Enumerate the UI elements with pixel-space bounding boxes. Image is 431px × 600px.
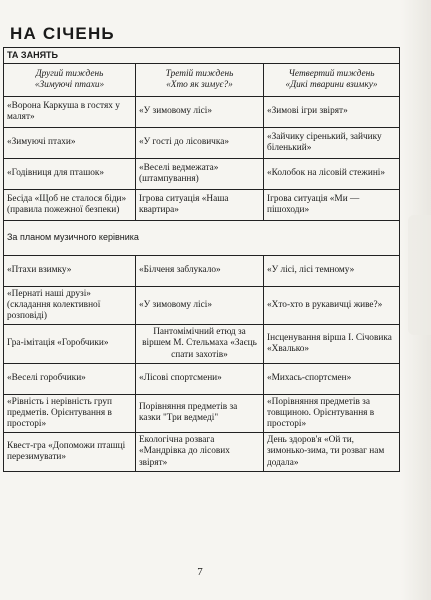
table-cell: «Ворона Каркуша в гостях у малят» <box>4 96 136 127</box>
table-row <box>4 189 400 220</box>
table-cell: Ігрова ситуація «Ми — пішоходи» <box>264 189 400 220</box>
table-row <box>4 394 400 432</box>
table-cell: «Білченя заблукало» <box>136 255 264 286</box>
column-header-week-4 <box>264 63 400 96</box>
week-2-topic: «Зимуючі птахи» <box>34 79 105 90</box>
table-row <box>4 286 400 324</box>
table-cell: «Рівність і нерівність груп предметів. Орієнтування в просторі» <box>4 394 136 432</box>
table-cell: «У зимовому лісі» <box>136 286 264 324</box>
schedule-table <box>3 47 400 472</box>
table-cell: «Зайчику сіренький, зайчику біленький» <box>264 127 400 158</box>
table-cell: Інсценування вірша І. Січовика «Хвалько» <box>264 325 400 363</box>
table-row <box>4 433 400 471</box>
table-cell: Екологічна розвага «Мандрівка до лісових звірят» <box>136 433 264 471</box>
table-row <box>4 255 400 286</box>
table-cell: «Михась-спортсмен» <box>264 363 400 394</box>
table-cell: Бесіда «Щоб не сталося біди» (правила пожежної безпеки) <box>4 189 136 220</box>
table-cell: «Веселі ведмежата» (штампування) <box>136 158 264 189</box>
table-row <box>4 325 400 363</box>
table-row <box>4 96 400 127</box>
table-cell: Гра-імітація «Горобчики» <box>4 325 136 363</box>
week-2-label: Другий тиждень <box>35 68 104 79</box>
table-cell: Пантомімічний етюд за віршем М. Стельмаха «Заєць спати захотів» <box>136 325 264 363</box>
page-number: 7 <box>197 566 203 578</box>
table-cell: «Годівниця для пташок» <box>4 158 136 189</box>
week-4-topic: «Дикі тварини взимку» <box>285 79 378 90</box>
table-cell: «У зимовому лісі» <box>136 96 264 127</box>
table-cell: «Веселі горобчики» <box>4 363 136 394</box>
table-row <box>4 158 400 189</box>
column-header-week-3 <box>136 63 264 96</box>
page-fold-mark <box>408 215 431 335</box>
table-cell: День здоров'я «Ой ти, зимонько-зима, ти розваг нам додала» <box>264 433 400 471</box>
table-cell: «Зимуючі птахи» <box>4 127 136 158</box>
table-cell: Квест-гра «Допоможи пташці перезимувати» <box>4 433 136 471</box>
table-cell: Ігрова ситуація «Наша квартира» <box>136 189 264 220</box>
table-cell: «У гості до лісовичка» <box>136 127 264 158</box>
week-3-topic: «Хто як зимує?» <box>166 79 233 90</box>
table-cell: «Зимові ігри звірят» <box>264 96 400 127</box>
table-row <box>4 127 400 158</box>
table-cell: «Птахи взимку» <box>4 255 136 286</box>
table-cell: «Пернаті наші друзі» (складання колективної розповіді) <box>4 286 136 324</box>
header-row <box>4 63 400 96</box>
page-title: НА СІЧЕНЬ <box>10 24 115 43</box>
table-cell: «Хто-хто в рукавичці живе?» <box>264 286 400 324</box>
music-section-row: За планом музичного керівника <box>4 220 400 255</box>
table-cell: «У лісі, лісі темному» <box>264 255 400 286</box>
week-4-label: Четвертий тиждень <box>288 68 375 79</box>
table-row <box>4 363 400 394</box>
table-cell: Порівняння предметів за казки "Три ведмеді" <box>136 394 264 432</box>
week-3-label: Третій тиждень <box>165 68 234 79</box>
section-heading: ТА ЗАНЯТЬ <box>4 48 400 64</box>
table-cell: «Лісові спортсмени» <box>136 363 264 394</box>
table-cell: «Колобок на лісовій стежині» <box>264 158 400 189</box>
column-header-week-2 <box>4 63 136 96</box>
table-cell: «Порівняння предметів за товщиною. Орієнтування в просторі» <box>264 394 400 432</box>
